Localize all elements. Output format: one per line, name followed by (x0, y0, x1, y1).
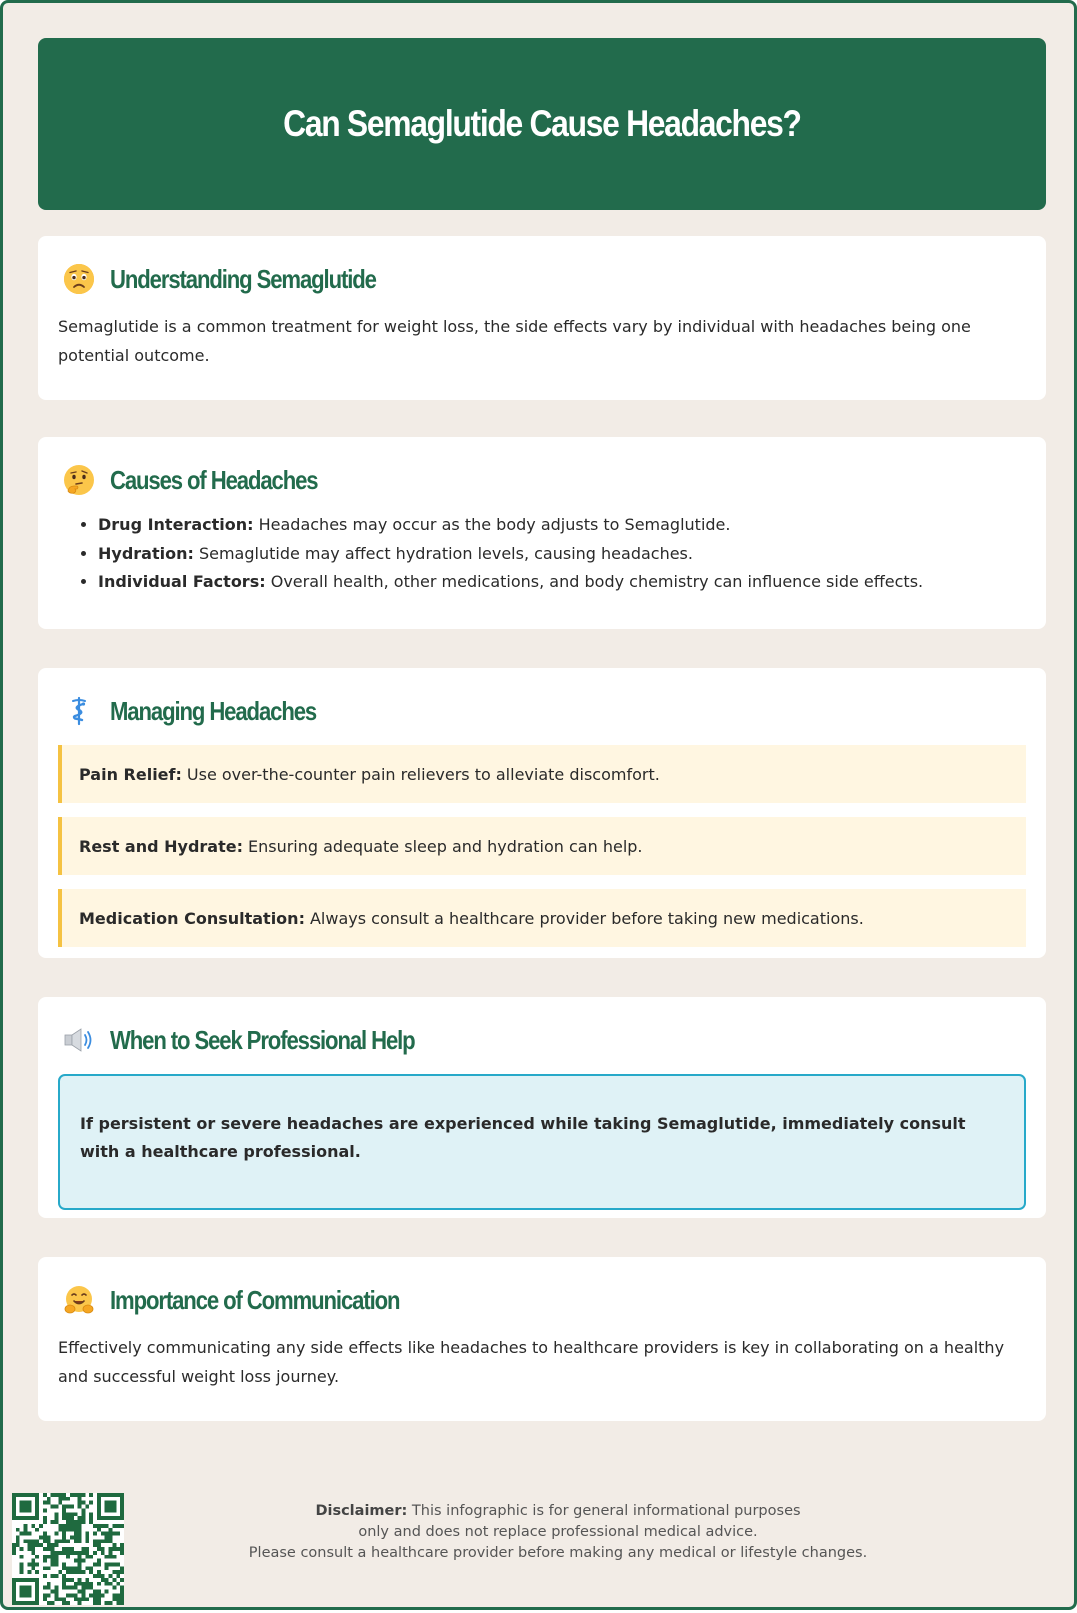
tip-pain-relief: Pain Relief: Use over-the-counter pain relievers to alleviate discomfort. (58, 745, 1026, 803)
section-causes (38, 437, 1046, 629)
section-managing (38, 668, 1046, 958)
section-title: Causes of Headaches (110, 464, 318, 495)
section-body: Semaglutide is a common treatment for weight loss, the side effects vary by individual with headaches being one potential outcome. (58, 317, 971, 365)
tip-medication-consultation: Medication Consultation: Always consult a healthcare provider before taking new medications. (58, 889, 1026, 947)
disclaimer-label: Disclaimer: (315, 1503, 408, 1519)
tip-rest-hydrate: Rest and Hydrate: Ensuring adequate sleep and hydration can help. (58, 817, 1026, 875)
thinking-face-icon (61, 462, 97, 498)
section-understanding (38, 236, 1046, 400)
list-item: • Drug Interaction: Headaches may occur as the body adjusts to Semaglutide. (98, 511, 1026, 540)
section-communication (38, 1257, 1046, 1421)
list-item: • Individual Factors: Overall health, other medications, and body chemistry can influence side effects. (98, 568, 1026, 597)
section-title: Importance of Communication (110, 1284, 400, 1315)
section-body: Effectively communicating any side effects like headaches to healthcare providers is key in collaborating on a healthy and successful weight loss journey. (58, 1338, 1005, 1386)
page-title: Can Semaglutide Cause Headaches? (283, 103, 801, 144)
speaker-icon (61, 1022, 97, 1058)
list-item: • Hydration: Semaglutide may affect hydration levels, causing headaches. (98, 540, 1026, 569)
causes-list (98, 511, 1026, 597)
footer (3, 1493, 1077, 1613)
section-title: Managing Headaches (110, 695, 317, 726)
worried-face-icon (61, 261, 97, 297)
header-banner (38, 38, 1046, 210)
qr-code-icon (12, 1493, 124, 1605)
section-help (38, 997, 1046, 1218)
section-title: Understanding Semaglutide (110, 263, 376, 294)
section-title: When to Seek Professional Help (110, 1024, 415, 1055)
alert-box: If persistent or severe headaches are experienced while taking Semaglutide, immediately consult with a healthcare professional. (58, 1074, 1026, 1210)
medical-symbol-icon (61, 693, 97, 729)
disclaimer: Disclaimer: This infographic is for general informational purposes only and does not replace professional medical advice. Please consult a healthcare provider before making any medical or lifestyle changes. (248, 1503, 868, 1561)
hugging-face-icon (61, 1282, 97, 1318)
